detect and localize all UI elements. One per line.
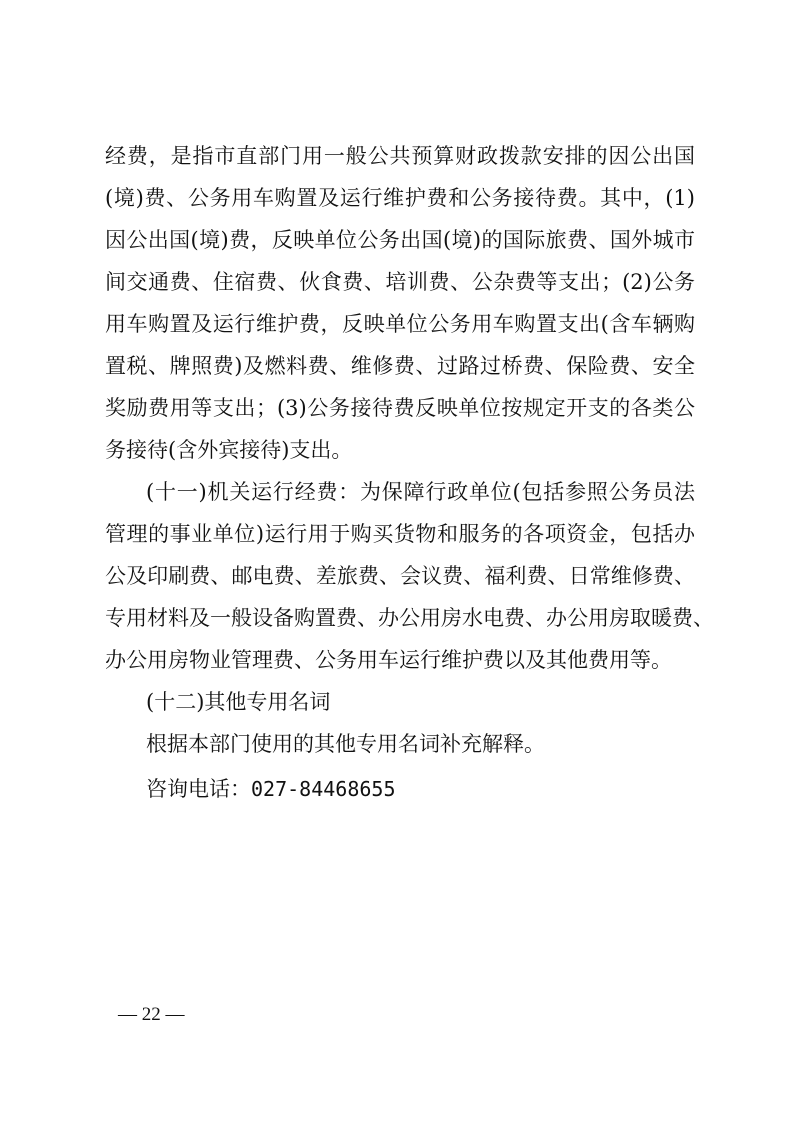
section-heading-other-terms: (十二)其他专用名词 <box>146 690 331 714</box>
paragraph-line: 因公出国(境)费，反映单位公务出国(境)的国际旅费、国外城市 <box>105 228 695 252</box>
paragraph-line: 间交通费、住宿费、伙食费、培训费、公杂费等支出；(2)公务 <box>105 270 695 294</box>
paragraph-line: 公及印刷费、邮电费、差旅费、会议费、福利费、日常维修费、 <box>105 564 695 588</box>
paragraph-line: 奖励费用等支出；(3)公务接待费反映单位按规定开支的各类公 <box>105 396 695 420</box>
paragraph-line: 用车购置及运行维护费，反映单位公务用车购置支出(含车辆购 <box>105 312 695 336</box>
paragraph-line: 经费，是指市直部门用一般公共预算财政拨款安排的因公出国 <box>105 144 695 168</box>
paragraph-line: (境)费、公务用车购置及运行维护费和公务接待费。其中，(1) <box>105 186 695 210</box>
paragraph-line: 置税、牌照费)及燃料费、维修费、过路过桥费、保险费、安全 <box>105 354 695 378</box>
paragraph-line: 管理的事业单位)运行用于购买货物和服务的各项资金，包括办 <box>105 522 695 546</box>
contact-phone <box>146 774 396 804</box>
paragraph-line: 办公用房物业管理费、公务用车运行维护费以及其他费用等。 <box>105 648 672 672</box>
paragraph-line: 专用材料及一般设备购置费、办公用房水电费、办公用房取暖费、 <box>105 606 714 630</box>
paragraph-line: 务接待(含外宾接待)支出。 <box>105 438 353 462</box>
phone-number: 027-84468655 <box>251 777 396 801</box>
section-heading-operating-costs: (十一)机关运行经费：为保障行政单位(包括参照公务员法 <box>146 480 695 504</box>
paragraph-line: 根据本部门使用的其他专用名词补充解释。 <box>146 732 545 756</box>
contact-label: 咨询电话： <box>146 777 251 801</box>
page-number: — 22 — <box>118 1004 185 1025</box>
